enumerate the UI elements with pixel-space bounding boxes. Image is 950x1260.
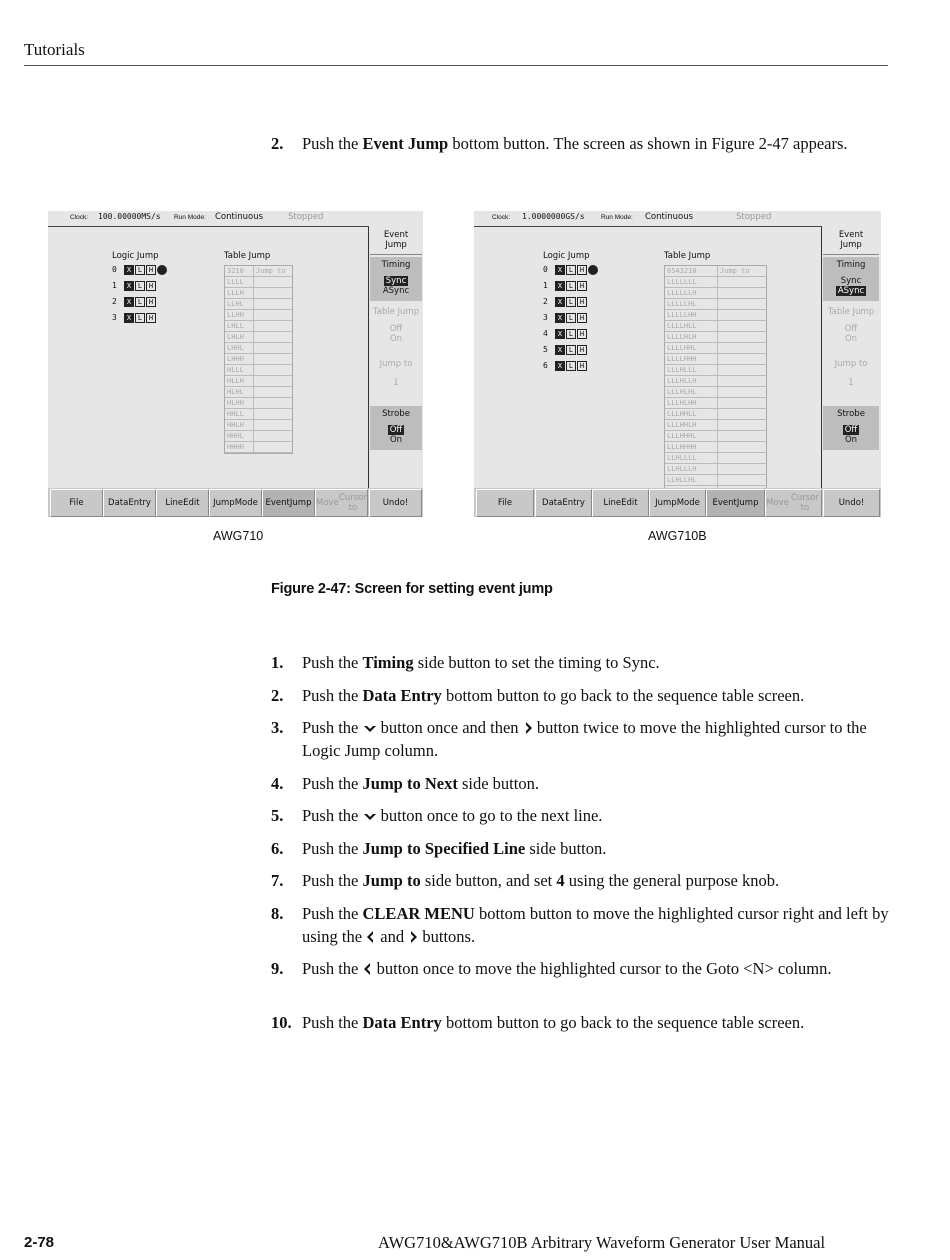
l-indicator: L [566, 281, 576, 291]
l-indicator: L [566, 345, 576, 355]
table-jump-side-button[interactable]: Table Jump Off On [827, 307, 875, 344]
table-row-bits: LLHLLHL [665, 475, 718, 485]
step-number: 7. [271, 871, 284, 890]
logic-row-number: 3 [543, 313, 548, 322]
logic-row-number: 6 [543, 361, 548, 370]
table-row[interactable] [665, 332, 766, 343]
table-row[interactable] [665, 310, 766, 321]
awg710b-screen [474, 211, 881, 517]
procedure-step [271, 684, 891, 708]
table-row-bits: HLHL [225, 387, 254, 397]
table-header-bits: 6543210 [665, 266, 718, 276]
logic-jump-title: Logic Jump [543, 251, 590, 261]
logic-row-number: 2 [112, 297, 117, 306]
step-number: 3. [271, 718, 284, 737]
h-indicator: H [577, 281, 587, 291]
table-row-bits: LHHH [225, 354, 254, 364]
table-row-bits: HLHH [225, 398, 254, 408]
x-indicator: X [555, 345, 565, 355]
table-header-jumpto: Jump to [256, 267, 286, 275]
logic-row-xlh[interactable] [555, 313, 587, 323]
table-row[interactable] [665, 387, 766, 398]
timing-side-button[interactable]: Timing Sync ASync [823, 257, 879, 301]
table-header-bits: 3210 [225, 266, 254, 276]
bottom-menu [48, 488, 423, 517]
procedure-step [271, 1011, 891, 1035]
step-number: 10. [271, 1013, 292, 1032]
l-indicator: L [135, 297, 145, 307]
logic-row-number: 4 [543, 329, 548, 338]
table-row-bits: HHHH [225, 442, 254, 452]
table-row[interactable] [665, 409, 766, 420]
move-cursor-to-button[interactable]: Move Cursor to [315, 489, 368, 517]
step-text: Push the Timing side button to set the timing to Sync. [302, 653, 660, 672]
data-entry-button[interactable]: Data Entry [103, 489, 156, 517]
table-row-bits: LLLLHLL [665, 321, 718, 331]
table-row[interactable] [225, 310, 292, 321]
logic-row-number: 1 [112, 281, 117, 290]
table-row-bits: LLLHHLL [665, 409, 718, 419]
h-indicator: H [577, 313, 587, 323]
table-row[interactable] [665, 475, 766, 486]
awg710-label: AWG710 [213, 529, 264, 543]
file-button[interactable]: File [476, 489, 534, 517]
cursor-dot-icon [588, 265, 598, 275]
step-text: Push the Event Jump bottom button. The screen as shown in Figure 2-47 appears. [302, 134, 848, 153]
table-row[interactable] [225, 398, 292, 409]
side-event-jump: Event Jump [823, 230, 879, 255]
table-row-bits: LLLLLHL [665, 299, 718, 309]
procedure-step [271, 651, 891, 675]
table-row[interactable] [665, 288, 766, 299]
logic-row-xlh[interactable] [124, 313, 156, 323]
table-row-bits: LHLL [225, 321, 254, 331]
x-indicator: X [124, 265, 134, 275]
h-indicator: H [146, 281, 156, 291]
table-row[interactable] [665, 343, 766, 354]
x-indicator: X [124, 297, 134, 307]
step-text: Push the Jump to Next side button. [302, 774, 539, 793]
step-text: Push the button once to go to the next line. [302, 806, 603, 825]
h-indicator: H [577, 345, 587, 355]
h-indicator: H [577, 265, 587, 275]
table-header [665, 266, 766, 277]
table-jump-grid [664, 265, 767, 498]
table-row-bits: LLLLLLL [665, 277, 718, 287]
table-row[interactable] [225, 321, 292, 332]
table-row-bits: LLHL [225, 299, 254, 309]
logic-row-xlh[interactable] [555, 281, 587, 291]
timing-side-button[interactable]: Timing Sync ASync [370, 257, 422, 301]
logic-row-xlh[interactable] [555, 361, 587, 371]
table-row-bits: LLLHLHH [665, 398, 718, 408]
strobe-side-button[interactable]: Strobe Off On [823, 406, 879, 450]
jump-to-side-button[interactable]: Jump to 1 [379, 359, 413, 388]
table-row-bits: LLHH [225, 310, 254, 320]
bottom-menu [474, 488, 881, 517]
l-indicator: L [135, 265, 145, 275]
table-row[interactable] [665, 398, 766, 409]
down-arrow-icon [363, 718, 377, 737]
step-number: 6. [271, 839, 284, 858]
l-indicator: L [566, 265, 576, 275]
procedure-step [271, 837, 891, 861]
x-indicator: X [555, 361, 565, 371]
step-number: 5. [271, 806, 284, 825]
logic-row-xlh[interactable] [555, 265, 598, 275]
page-number: 2-78 [24, 1234, 55, 1251]
table-jump-title: Table Jump [664, 251, 711, 261]
event-jump-button[interactable]: Event Jump [262, 489, 315, 517]
figure-caption: Figure 2-47: Screen for setting event jump [271, 581, 553, 597]
strobe-side-button[interactable]: Strobe Off On [370, 406, 422, 450]
procedure-step [271, 957, 891, 1005]
logic-row-xlh[interactable] [555, 345, 587, 355]
step-text: Push the Jump to Specified Line side button. [302, 839, 607, 858]
data-entry-button[interactable]: Data Entry [535, 489, 592, 517]
running-header: Tutorials [24, 40, 85, 59]
move-cursor-to-button[interactable]: Move Cursor to [765, 489, 822, 517]
h-indicator: H [577, 297, 587, 307]
procedure-step [271, 804, 891, 828]
h-indicator: H [146, 297, 156, 307]
table-row[interactable] [665, 420, 766, 431]
right-arrow-icon [408, 927, 418, 946]
table-jump-side-button[interactable]: Table Jump Off On [372, 307, 420, 344]
table-row-bits: LLLLHLH [665, 332, 718, 342]
logic-row-xlh[interactable] [555, 329, 587, 339]
step-number: 8. [271, 904, 284, 923]
h-indicator: H [146, 313, 156, 323]
procedure-step [271, 869, 891, 893]
step-text: Push the Data Entry bottom button to go back to the sequence table screen. [302, 686, 805, 705]
table-row[interactable] [225, 343, 292, 354]
table-row-bits: LLLHLLH [665, 376, 718, 386]
table-row[interactable] [225, 387, 292, 398]
intro-step [271, 132, 871, 182]
table-row-bits: LLLH [225, 288, 254, 298]
step-number: 9. [271, 959, 284, 978]
table-row-bits: LLLHLLL [665, 365, 718, 375]
awg710-screen [48, 211, 423, 517]
jump-to-side-button[interactable]: Jump to 1 [834, 359, 868, 388]
table-row[interactable] [665, 277, 766, 288]
table-row[interactable] [225, 376, 292, 387]
table-row[interactable] [665, 453, 766, 464]
jump-mode-button[interactable]: Jump Mode [649, 489, 706, 517]
logic-jump-title: Logic Jump [112, 251, 159, 261]
x-indicator: X [555, 313, 565, 323]
side-menu [821, 227, 880, 488]
table-row[interactable] [225, 409, 292, 420]
side-event-jump: Event Jump [370, 230, 422, 255]
logic-row-xlh[interactable] [124, 265, 167, 275]
undo-button[interactable]: Undo! [823, 489, 880, 517]
file-button[interactable]: File [50, 489, 103, 517]
left-arrow-icon [366, 927, 376, 946]
procedure-step [271, 772, 891, 796]
left-arrow-icon [363, 959, 373, 978]
logic-row-number: 0 [543, 265, 548, 274]
table-row-bits: LLLHHLH [665, 420, 718, 430]
line-edit-button[interactable]: Line Edit [592, 489, 649, 517]
table-row-bits: HHHL [225, 431, 254, 441]
table-row[interactable] [225, 365, 292, 376]
table-row[interactable] [665, 365, 766, 376]
l-indicator: L [135, 281, 145, 291]
table-row-bits: LLLL [225, 277, 254, 287]
x-indicator: X [124, 281, 134, 291]
table-row[interactable] [225, 431, 292, 442]
table-row[interactable] [225, 354, 292, 365]
table-row-bits: LLLHLHL [665, 387, 718, 397]
table-row-bits: LLHLLLH [665, 464, 718, 474]
step-number: 4. [271, 774, 284, 793]
table-row-bits: LLLLHHH [665, 354, 718, 364]
table-row-bits: LLLLHHL [665, 343, 718, 353]
h-indicator: H [146, 265, 156, 275]
side-menu [368, 227, 423, 488]
logic-row-xlh[interactable] [124, 281, 156, 291]
table-row-bits: LLHLLLL [665, 453, 718, 463]
undo-button[interactable]: Undo! [369, 489, 422, 517]
step-text: Push the Data Entry bottom button to go back to the sequence table screen. [302, 1013, 805, 1032]
table-row-bits: HLLL [225, 365, 254, 375]
procedure-step [271, 902, 891, 950]
table-row[interactable] [225, 332, 292, 343]
l-indicator: L [566, 297, 576, 307]
table-row[interactable] [665, 321, 766, 332]
step-number: 1. [271, 653, 284, 672]
cursor-dot-icon [157, 265, 167, 275]
step-text: Push the button once and then button twice to move the highlighted cursor to the Logic Jump column. [302, 718, 867, 760]
l-indicator: L [566, 329, 576, 339]
step-text: Push the Jump to side button, and set 4 using the general purpose knob. [302, 871, 780, 890]
table-row[interactable] [665, 431, 766, 442]
table-row[interactable] [665, 299, 766, 310]
step-number: 2. [271, 686, 284, 705]
status-divider [48, 226, 369, 227]
status-bar: Clock: 1.0000000GS/s Run Mode: Continuous Stopped [492, 212, 772, 222]
table-header-jumpto: Jump to [720, 267, 750, 275]
table-row-bits: LLLLLHH [665, 310, 718, 320]
line-edit-button[interactable]: Line Edit [156, 489, 209, 517]
status-bar: Clock: 100.00000MS/s Run Mode: Continuous Stopped [70, 212, 324, 222]
manual-title: AWG710&AWG710B Arbitrary Waveform Generator User Manual [378, 1233, 826, 1252]
jump-mode-button[interactable]: Jump Mode [209, 489, 262, 517]
h-indicator: H [577, 361, 587, 371]
table-row-bits: LLLHHHL [665, 431, 718, 441]
l-indicator: L [566, 361, 576, 371]
table-header [225, 266, 292, 277]
status-divider [474, 226, 822, 227]
table-row[interactable] [225, 442, 292, 453]
awg710b-label: AWG710B [648, 529, 707, 543]
logic-row-number: 0 [112, 265, 117, 274]
l-indicator: L [135, 313, 145, 323]
logic-row-xlh[interactable] [555, 297, 587, 307]
logic-row-number: 5 [543, 345, 548, 354]
table-row-bits: HLLH [225, 376, 254, 386]
table-row[interactable] [225, 288, 292, 299]
right-arrow-icon [523, 718, 533, 737]
x-indicator: X [124, 313, 134, 323]
down-arrow-icon [363, 806, 377, 825]
table-row-bits: HHLH [225, 420, 254, 430]
table-row[interactable] [665, 442, 766, 453]
x-indicator: X [555, 329, 565, 339]
logic-row-xlh[interactable] [124, 297, 156, 307]
x-indicator: X [555, 281, 565, 291]
step-text: Push the button once to move the highlighted cursor to the Goto <N> column. [302, 959, 832, 978]
logic-row-number: 3 [112, 313, 117, 322]
table-row[interactable] [665, 376, 766, 387]
step-text: Push the CLEAR MENU bottom button to move the highlighted cursor right and left by using the and buttons. [302, 904, 889, 946]
table-row[interactable] [665, 354, 766, 365]
header-rule [24, 65, 888, 66]
table-row[interactable] [225, 299, 292, 310]
logic-row-number: 2 [543, 297, 548, 306]
table-row[interactable] [665, 464, 766, 475]
table-row-bits: LLLHHHH [665, 442, 718, 452]
procedure-step [271, 716, 891, 764]
h-indicator: H [577, 329, 587, 339]
table-row-bits: HHLL [225, 409, 254, 419]
table-row-bits: LHHL [225, 343, 254, 353]
l-indicator: L [566, 313, 576, 323]
table-jump-grid [224, 265, 293, 454]
table-row-bits: LHLH [225, 332, 254, 342]
table-row-bits: LLLLLLH [665, 288, 718, 298]
event-jump-button[interactable]: Event Jump [706, 489, 765, 517]
table-row[interactable] [225, 277, 292, 288]
step-number: 2. [271, 134, 284, 153]
x-indicator: X [555, 265, 565, 275]
logic-row-number: 1 [543, 281, 548, 290]
table-row[interactable] [225, 420, 292, 431]
x-indicator: X [555, 297, 565, 307]
table-jump-title: Table Jump [224, 251, 271, 261]
